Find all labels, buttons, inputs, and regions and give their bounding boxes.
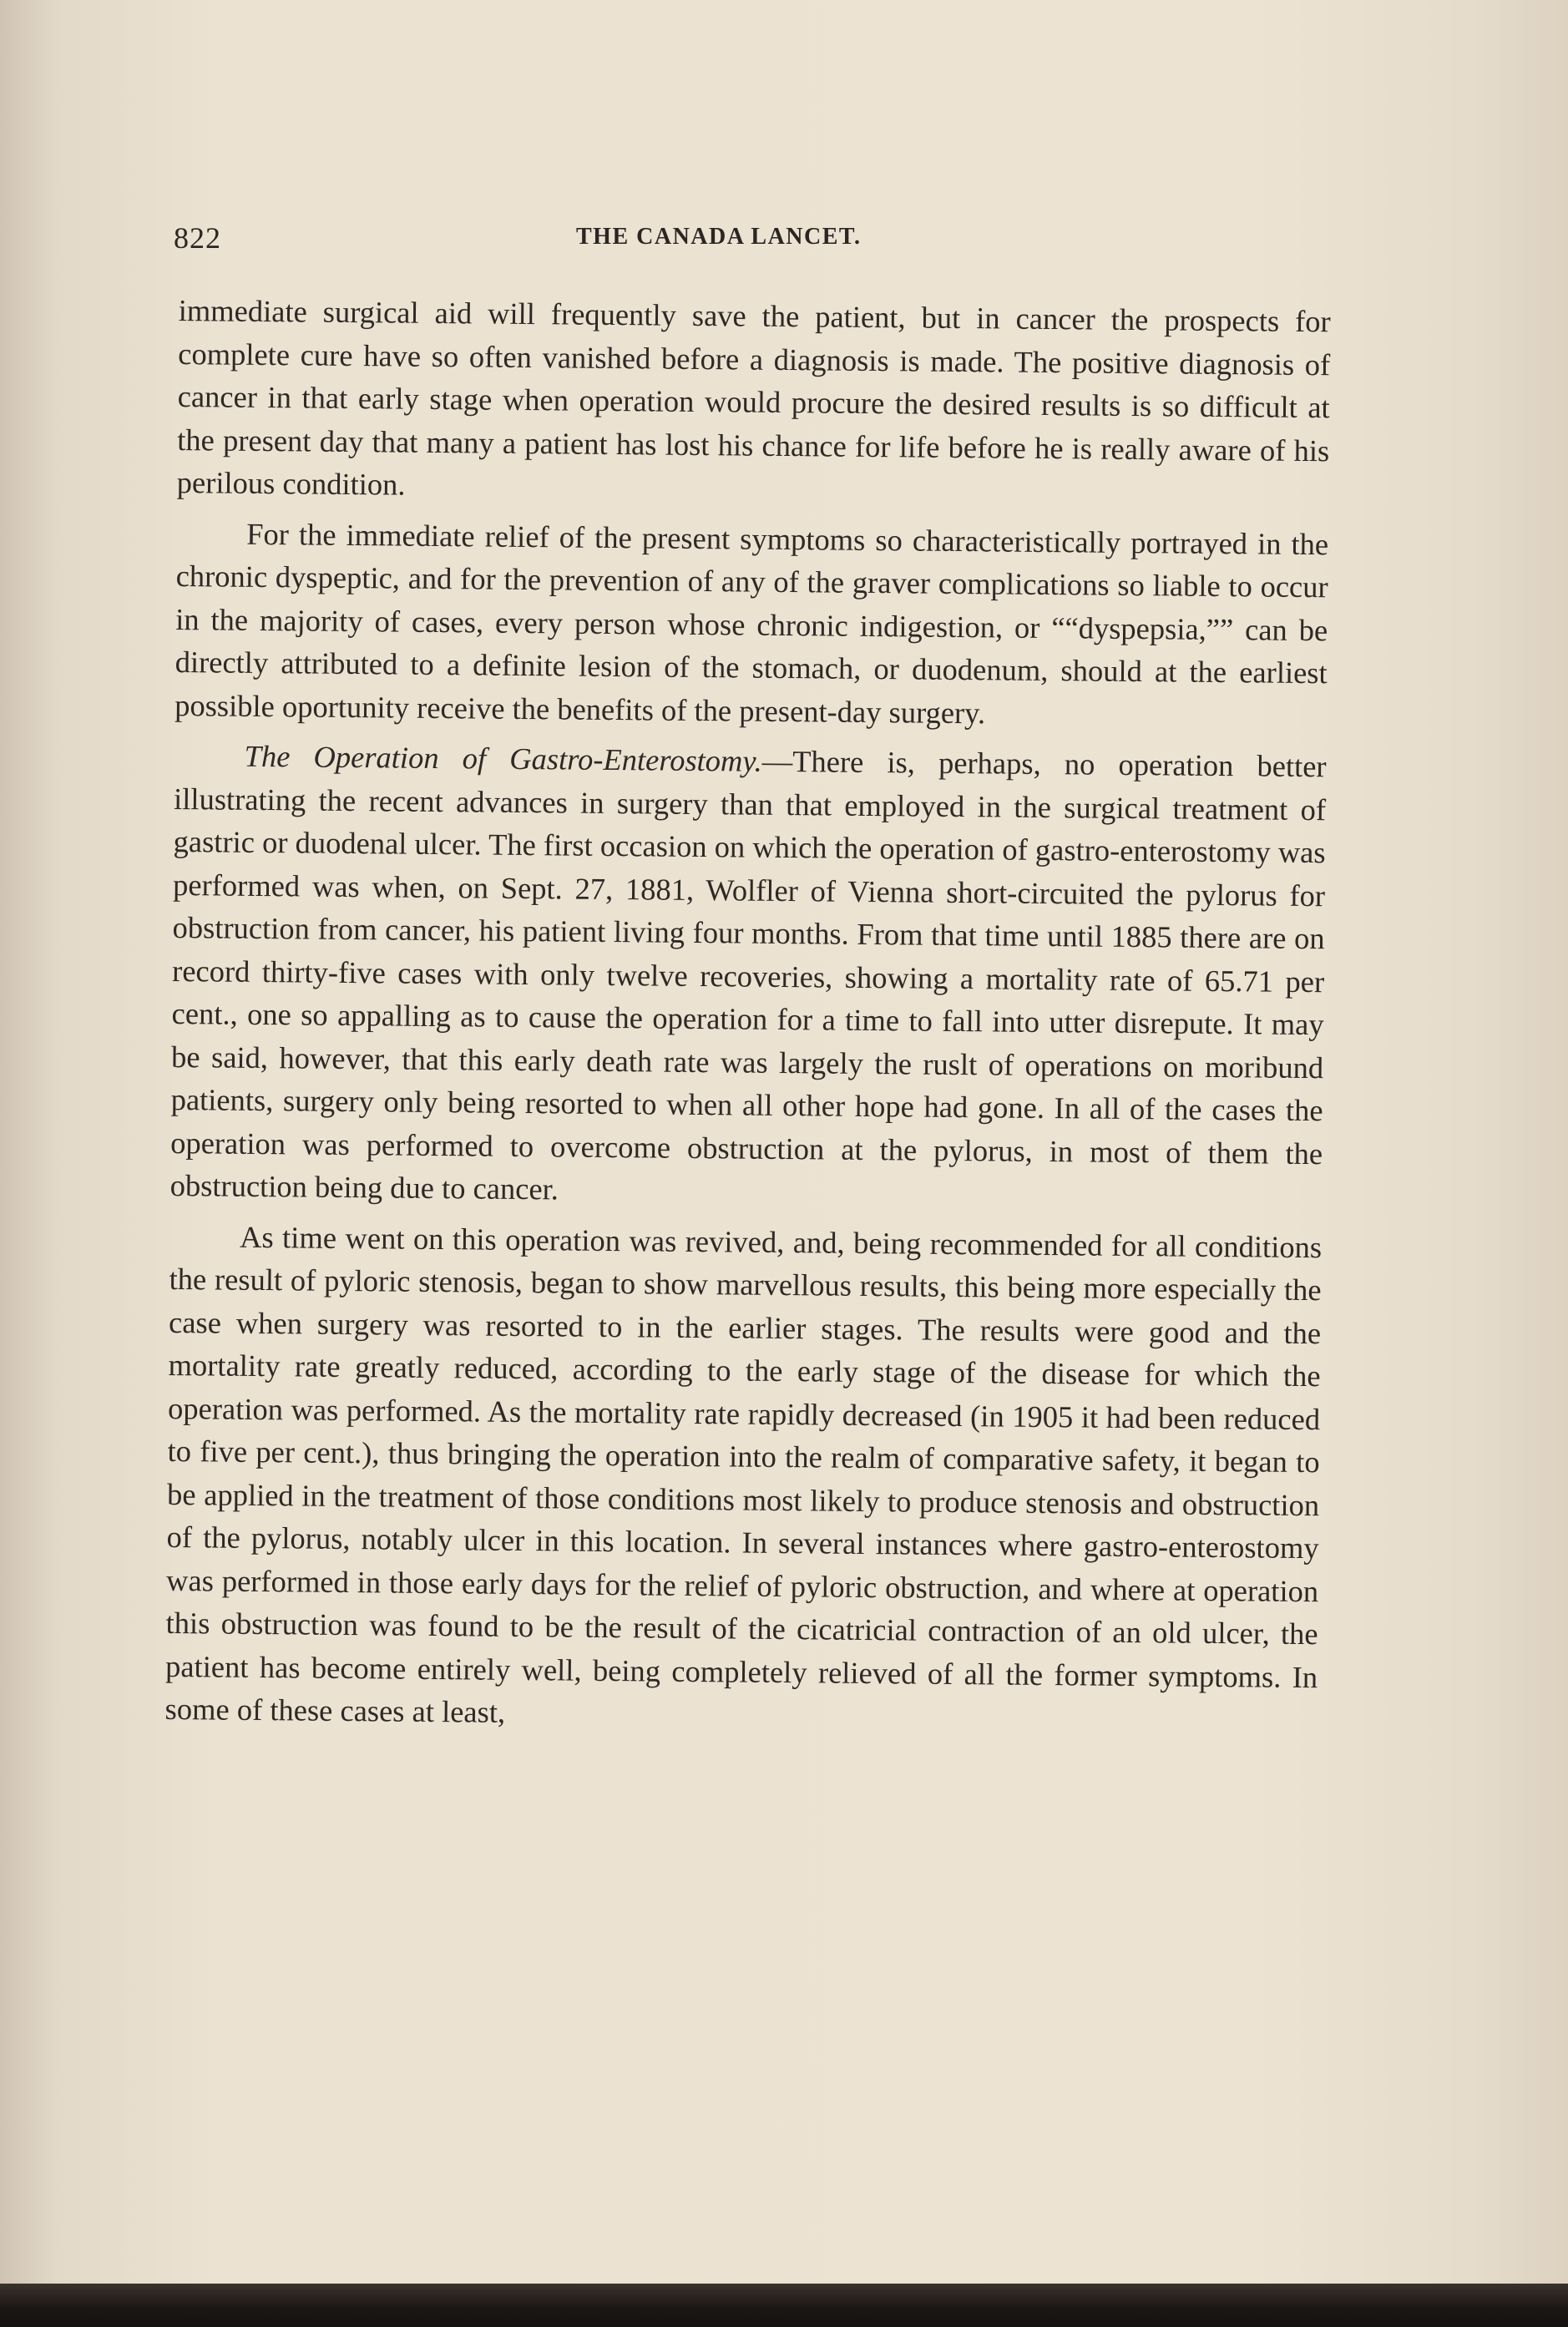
section-heading: The Operation of Gastro-Enterostomy. xyxy=(244,738,762,778)
paragraph-revival: As time went on this operation was revived, and, being recommended for all conditions the result of pyloric stenosis, began to show marvellous results, this being more especially the case when surgery was resorted to in the earlier stages. The results were good and the mortality rate greatly reduced, according to the early stage of the disease for which the operation was performed. As the mortality rate rapidly decreased (in 1905 it had been reduced to five per cent.), thus bringing the operation into the realm of comparative safety, it began to be applied in the treatment of those conditions most likely to produce stenosis and obstruction of the pylorus, notably ulcer in this location. In several instances where gastro-enterostomy was performed in those early days for the relief of pyloric obstruction, and where at operation this obstruction was found to be the result of the cicatricial contraction of an old ulcer, the patient has become entirely well, being completely relieved of all the former symptoms. In some of these cases at least, xyxy=(164,1219,1323,1729)
paragraph-continuation: immediate surgical aid will frequently save the patient, but in cancer the prospects for complete cure have so often vanished before a diagnosis is made. The positive diagnosis of cancer in that early stage when operation would procure the desired results is so difficult at the present day that many a patient has lost his chance for life before he is really aware of his perilous condition. xyxy=(176,292,1331,502)
paragraph-gastro-enterostomy xyxy=(169,734,1326,1218)
paragraph-relief: For the immediate relief of the present symptoms so characteristically portrayed in the chronic dyspeptic, and for the prevention of any of the graver complications so liable to occur in the majority of cases, every person whose chronic indigestion, or ““dyspepsia,”” can be directly attributed to a definite lesion of the stomach, or duodenum, should at the earliest possible oportunity receive the benefits of the present-day surgery. xyxy=(175,516,1329,730)
body-text xyxy=(164,289,1331,1742)
page-header xyxy=(174,220,1318,257)
running-title: THE CANADA LANCET. xyxy=(576,224,862,250)
scan-bottom-edge xyxy=(0,2284,1568,2327)
paragraph-gastro-enterostomy-text: —There is, perhaps, no operation better illustrating the recent advances in surgery than that employed in the surgical treatment of gastric or duodenal ulcer. The first occasion on which the operation of gastro-enterostomy was performed was when, on Sept. 27, 1881, Wolfler of Vienna short-circuited the pylorus for obstruction from cancer, his patient living four months. From that time until 1885 there are on record thirty-five cases with only twelve recoveries, showing a mortality rate of 65.71 per cent., one so appalling as to cause the operation for a time to fall into utter disrepute. It may be said, however, that this early death rate was largely the ruslt of operations on moribund patients, surgery only being resorted to when all other hope had gone. In all of the cases the operation was performed to overcome obstruction at the pylorus, in most of them the obstruction being due to cancer. xyxy=(169,743,1327,1206)
page-number: 822 xyxy=(174,221,221,255)
